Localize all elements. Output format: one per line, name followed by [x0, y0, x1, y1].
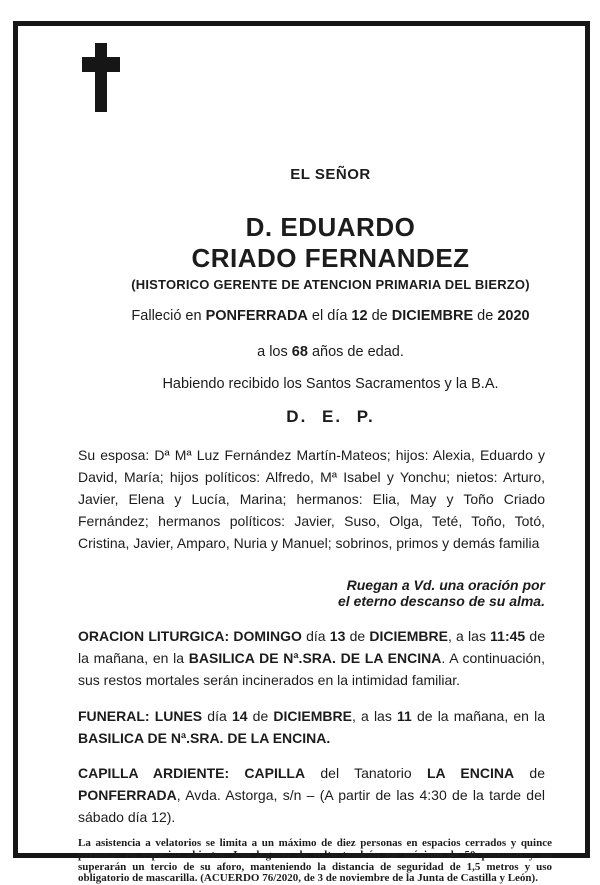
deceased-name-line2: CRIADO FERNANDEZ [191, 243, 470, 273]
funeral-paragraph: FUNERAL: LUNES día 14 de DICIEMBRE, a las 11 de la mañana, en la BASILICA DE Nª.SRA. DE LA ENCINA. [78, 708, 545, 746]
obituary-content [78, 26, 552, 885]
death-line: Falleció en PONFERRADA el día 12 de DICIEMBRE de 2020 [131, 308, 530, 324]
capilla-ardiente-paragraph: CAPILLA ARDIENTE: CAPILLA del Tanatorio LA ENCINA de PONFERRADA, Avda. Astorga, s/n – (A partir de las 4:30 de la tarde del sábado día 12). [78, 765, 545, 825]
prayer-text [78, 577, 545, 609]
prayer-line2: el eterno descanso de su alma. [338, 593, 545, 609]
covid-restrictions-notice: La asistencia a velatorios se limita a un máximo de diez personas en espacios cerrados y quince personas en espacios abiertos. Los lugares de culto tendrán un máximo de 50 personas y no superarán un tercio de su aforo, manteniendo la distancia de seguridad de 1,5 metros y uso obligatorio de mascarilla. (ACUERDO 76/2020, de 3 de noviembre de la Junta de Castilla y León). [78, 837, 552, 885]
prayer-line1: Ruegan a Vd. una oración por [346, 577, 545, 593]
honorific-label: EL SEÑOR [290, 166, 371, 183]
sacraments-line: Habiendo recibido los Santos Sacramentos y la B.A. [162, 376, 499, 392]
obituary-header [116, 166, 545, 427]
deceased-name-line1: D. EDUARDO [245, 212, 416, 242]
oracion-liturgica-paragraph: ORACION LITURGICA: DOMINGO día 13 de DICIEMBRE, a las 11:45 de la mañana, en la BASILICA DE Nª.SRA. DE LA ENCINA. A continuación, sus restos mortales serán incinerados en la intimidad familiar. [78, 628, 546, 688]
dep-line: D. E. P. [286, 407, 375, 426]
family-paragraph: Su esposa: Dª Mª Luz Fernández Martín-Mateos; hijos: Alexia, Eduardo y David, María; hijos políticos: Alfredo, Mª Isabel y Yonchu; nietos: Arturo, Javier, Elena y Lucía, Marina; hermanos: Elia, May y Toño Criado Fernández; hermanos políticos: Javier, Suso, Olga, Teté, Toño, Totó, Cristina, Javier, Amparo, Nuria y Manuel; sobrinos, primos y demás familia [78, 447, 545, 551]
deceased-name [116, 212, 545, 274]
deceased-subtitle: (HISTORICO GERENTE DE ATENCION PRIMARIA DEL BIERZO) [131, 277, 530, 292]
age-line: a los 68 años de edad. [257, 344, 404, 360]
